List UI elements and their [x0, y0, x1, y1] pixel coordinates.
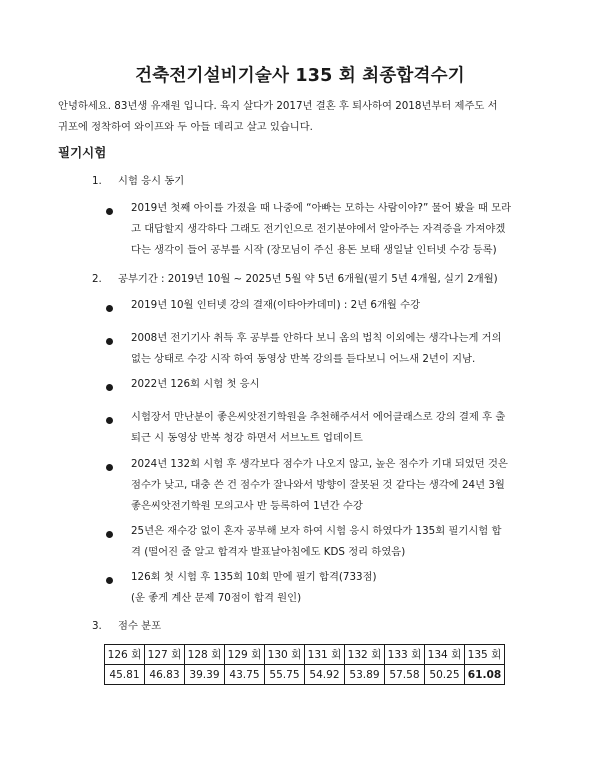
- bullet-text: [131, 567, 543, 609]
- intro-paragraph: [58, 96, 548, 138]
- bullet-line: 다는 생각이 들어 공부를 시작 (장모님이 주신 용돈 보태 생일날 인터넷 수강 등록): [131, 244, 497, 256]
- bullet-text: [131, 454, 543, 517]
- item-number: 3.: [92, 620, 102, 632]
- bullet-dot-icon: [106, 464, 113, 471]
- score-value-cell: 50.25: [425, 665, 465, 685]
- score-value-row: [105, 665, 505, 685]
- bullet-line: 고 대답할지 생각하다 그래도 전기인으로 전기분야에서 알아주는 자격증을 가져야겠: [131, 223, 506, 235]
- score-table: [104, 644, 505, 685]
- score-header-cell: 128 회: [185, 645, 225, 665]
- score-header-cell: 127 회: [145, 645, 185, 665]
- bullet-line: 시험장서 만난분이 좋은씨앗전기학원을 추천해주셔서 에어클래스로 강의 결제 후 출: [131, 411, 506, 423]
- score-header-cell: 130 회: [265, 645, 305, 665]
- document-title: 건축전기설비기술사 135 회 최종합격수기: [135, 66, 465, 86]
- bullet-dot-icon: [106, 208, 113, 215]
- bullet-dot-icon: [106, 305, 113, 312]
- bullet-line: 없는 상태로 수강 시작 하여 동영상 반복 강의를 듣다보니 어느새 2년이 지남.: [131, 353, 476, 365]
- score-header-cell: 135 회: [465, 645, 505, 665]
- score-header-cell: 134 회: [425, 645, 465, 665]
- score-value-cell: 55.75: [265, 665, 305, 685]
- intro-line: 귀포에 정착하여 와이프와 두 아들 데리고 살고 있습니다.: [58, 121, 313, 133]
- item-number: 1.: [92, 175, 102, 187]
- score-value-cell-final: 61.08: [465, 665, 505, 685]
- bullet-line: 격 (떨어진 줄 알고 합격자 발표날아침에도 KDS 정리 하였음): [131, 546, 406, 558]
- bullet-dot-icon: [106, 338, 113, 345]
- numbered-item-1: [92, 172, 184, 187]
- bullet-text: [131, 374, 543, 395]
- bullet-line: 좋은씨앗전기학원 모의고사 반 등록하여 1년간 수강: [131, 500, 363, 512]
- score-value-cell: 57.58: [385, 665, 425, 685]
- bullet-line: 126회 첫 시험 후 135회 10회 만에 필기 합격(733점): [131, 571, 377, 583]
- bullet-dot-icon: [106, 531, 113, 538]
- score-header-cell: 131 회: [305, 645, 345, 665]
- bullet-dot-icon: [106, 417, 113, 424]
- bullet-line: (운 좋게 계산 문제 70점이 합격 원인): [131, 592, 302, 604]
- score-value-cell: 39.39: [185, 665, 225, 685]
- score-value-cell: 46.83: [145, 665, 185, 685]
- item-label: 시험 응시 동기: [118, 175, 185, 187]
- score-value-cell: 43.75: [225, 665, 265, 685]
- score-header-cell: 129 회: [225, 645, 265, 665]
- bullet-line: 2019년 첫째 아이를 가졌을 때 나중에 “아빠는 모하는 사람이야?” 물어 봤을 때 모라: [131, 202, 512, 214]
- numbered-item-2: [92, 270, 498, 285]
- bullet-text: [131, 328, 543, 370]
- score-value-cell: 45.81: [105, 665, 145, 685]
- score-header-cell: 132 회: [345, 645, 385, 665]
- bullet-text: [131, 295, 543, 316]
- bullet-line: 2008년 전기기사 취득 후 공부를 안하다 보니 옴의 법칙 이외에는 생각나는게 거의: [131, 332, 502, 344]
- bullet-line: 점수가 낮고, 대충 쓴 건 점수가 잘나와서 방향이 잘못된 것 같다는 생각에 24년 3월: [131, 479, 505, 491]
- numbered-item-3: [92, 617, 161, 632]
- bullet-dot-icon: [106, 384, 113, 391]
- item-number: 2.: [92, 273, 102, 285]
- score-header-cell: 126 회: [105, 645, 145, 665]
- item-label: 공부기간 : 2019년 10월 ~ 2025년 5월 약 5년 6개월(필기 5년 4개월, 실기 2개월): [118, 273, 498, 285]
- score-value-cell: 53.89: [345, 665, 385, 685]
- bullet-dot-icon: [106, 577, 113, 584]
- score-header-row: [105, 645, 505, 665]
- bullet-line: 25년은 재수강 없이 혼자 공부해 보자 하여 시험 응시 하였다가 135회 필기시험 합: [131, 525, 502, 537]
- bullet-line: 퇴근 시 동영상 반복 청강 하면서 서브노트 업데이트: [131, 432, 363, 444]
- bullet-text: [131, 521, 543, 563]
- score-value-cell: 54.92: [305, 665, 345, 685]
- bullet-text: [131, 407, 543, 449]
- bullet-line: 2024년 132회 시험 후 생각보다 점수가 나오지 않고, 높은 점수가 기대 되었던 것은: [131, 458, 508, 470]
- score-header-cell: 133 회: [385, 645, 425, 665]
- intro-line: 안녕하세요. 83년생 유재원 입니다. 육지 살다가 2017년 결혼 후 퇴사하여 2018년부터 제주도 서: [58, 100, 498, 112]
- bullet-line: 2022년 126회 시험 첫 응시: [131, 378, 260, 390]
- bullet-line: 2019년 10월 인터넷 강의 결재(이타아카데미) : 2년 6개월 수강: [131, 299, 421, 311]
- item-label: 점수 분포: [118, 620, 162, 632]
- section-heading: 필기시험: [58, 145, 107, 160]
- bullet-text: [131, 198, 543, 261]
